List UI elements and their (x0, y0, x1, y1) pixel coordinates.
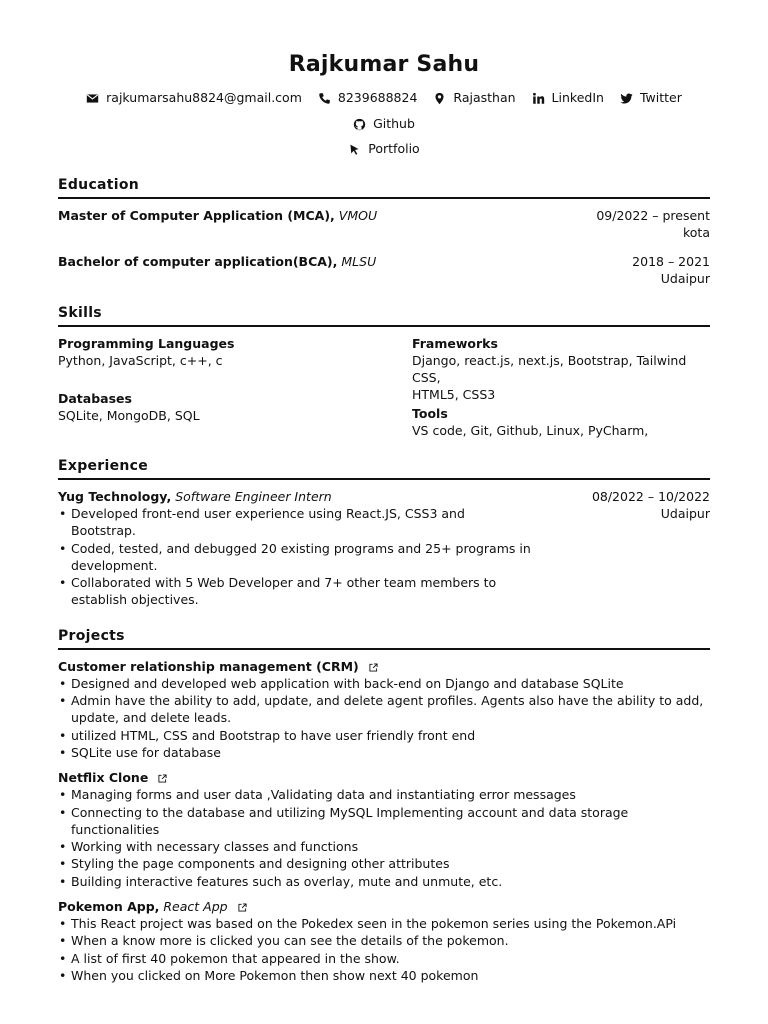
project-bullets (58, 786, 710, 890)
linkedin-icon (532, 92, 545, 105)
experience-location: Udaipur (660, 506, 710, 521)
list-item: • Styling the page components and designing other attributes (71, 855, 710, 872)
education-location: kota (682, 225, 710, 240)
external-link-icon[interactable] (158, 774, 167, 783)
email-text: rajkumarsahu8824@gmail.com (106, 90, 302, 105)
phone-text: 8239688824 (337, 90, 418, 105)
skill-label: Tools (412, 406, 448, 421)
github-text: Github (373, 116, 415, 131)
github-icon (353, 118, 366, 131)
degree: Bachelor of computer application(BCA), (58, 254, 338, 269)
list-item: • Developed front-end user experience using React.JS, CSS3 and Bootstrap. (71, 505, 531, 540)
external-link-icon[interactable] (369, 663, 378, 672)
skill-value: HTML5, CSS3 (412, 387, 496, 402)
education-dates: 2018 – 2021 (632, 254, 710, 269)
linkedin-text: LinkedIn (551, 90, 604, 105)
experience-dates: 08/2022 – 10/2022 (591, 489, 710, 504)
phone-icon (318, 92, 331, 105)
project-entry (58, 898, 710, 984)
institution: MLSU (341, 254, 377, 269)
list-item: • A list of first 40 pokemon that appeared in the show. (71, 950, 710, 967)
project-bullets (58, 675, 710, 761)
education-section (58, 176, 710, 287)
role: Software Engineer Intern (175, 489, 332, 504)
projects-section (58, 627, 710, 984)
project-entry (58, 769, 710, 890)
skill-value: Python, JavaScript, c++, c (58, 353, 223, 368)
projects-heading: Projects (58, 627, 710, 650)
skill-label: Programming Languages (58, 336, 235, 351)
skills-grid (58, 335, 710, 439)
list-item: • Designed and developed web application with back-end on Django and database SQLite (71, 675, 710, 692)
project-name[interactable]: Pokemon App, (58, 899, 160, 915)
list-item: • Admin have the ability to add, update, and delete agent profiles. Agents also have the ability to add, update, and delete leads. (71, 692, 710, 727)
skill-tools (412, 405, 710, 439)
contact-twitter[interactable] (620, 85, 682, 111)
list-item: • Coded, tested, and debugged 20 existing programs and 25+ programs in development. (71, 540, 531, 575)
skills-section (58, 304, 710, 439)
experience-section (58, 457, 710, 609)
envelope-icon (86, 92, 99, 105)
twitter-icon (620, 92, 633, 105)
list-item: • Collaborated with 5 Web Developer and 7+ other team members to establish objectives. (71, 574, 531, 609)
experience-entry (58, 488, 710, 609)
contact-bar-row-2 (58, 136, 710, 162)
project-bullets (58, 915, 710, 984)
twitter-text: Twitter (639, 90, 682, 105)
education-entry (58, 207, 710, 241)
education-heading: Education (58, 176, 710, 199)
skill-label: Databases (58, 391, 132, 406)
portfolio-text: Portfolio (368, 141, 420, 156)
experience-heading: Experience (58, 457, 710, 480)
project-subtitle: React App (163, 899, 228, 915)
list-item: • Building interactive features such as overlay, mute and unmute, etc. (71, 873, 710, 890)
institution: VMOU (338, 208, 378, 223)
project-name[interactable]: Customer relationship management (CRM) (58, 658, 359, 674)
skill-databases (58, 390, 412, 439)
contact-phone[interactable] (318, 85, 418, 111)
cursor-icon (348, 143, 361, 156)
project-entry (58, 658, 710, 761)
skill-value: VS code, Git, Github, Linux, PyCharm, (412, 423, 649, 438)
skill-value: SQLite, MongoDB, SQL (58, 408, 200, 423)
contact-github[interactable] (353, 111, 415, 137)
list-item: • Managing forms and user data ,Validating data and instantiating error messages (71, 786, 710, 803)
project-name[interactable]: Netflix Clone (58, 770, 149, 786)
contact-portfolio[interactable] (348, 136, 419, 162)
skill-value: Django, react.js, next.js, Bootstrap, Tailwind CSS, (412, 353, 687, 385)
degree: Master of Computer Application (MCA), (58, 208, 335, 223)
list-item: • Connecting to the database and utilizing MySQL Implementing account and data storage functionalities (71, 804, 710, 839)
location-text: Rajasthan (453, 90, 516, 105)
list-item: • Working with necessary classes and functions (71, 838, 710, 855)
education-location: Udaipur (660, 271, 710, 286)
contact-bar (58, 85, 710, 137)
list-item: • When you clicked on More Pokemon then show next 40 pokemon (71, 967, 710, 984)
list-item: • When a know more is clicked you can see the details of the pokemon. (71, 932, 710, 949)
map-pin-icon (433, 92, 446, 105)
education-entry (58, 253, 710, 287)
contact-location (433, 85, 515, 111)
company: Yug Technology, (58, 489, 172, 504)
external-link-icon[interactable] (238, 903, 247, 912)
contact-email[interactable] (86, 85, 302, 111)
experience-bullets (58, 505, 531, 609)
skill-frameworks (412, 335, 710, 403)
skills-heading: Skills (58, 304, 710, 327)
resume-name: Rajkumar Sahu (288, 52, 480, 77)
skill-label: Frameworks (412, 336, 498, 351)
list-item: • utilized HTML, CSS and Bootstrap to have user friendly front end (71, 727, 710, 744)
contact-linkedin[interactable] (532, 85, 604, 111)
list-item: • This React project was based on the Pokedex seen in the pokemon series using the Pokemon.APi (71, 915, 710, 932)
list-item: • SQLite use for database (71, 744, 710, 761)
education-dates: 09/2022 – present (596, 208, 710, 223)
